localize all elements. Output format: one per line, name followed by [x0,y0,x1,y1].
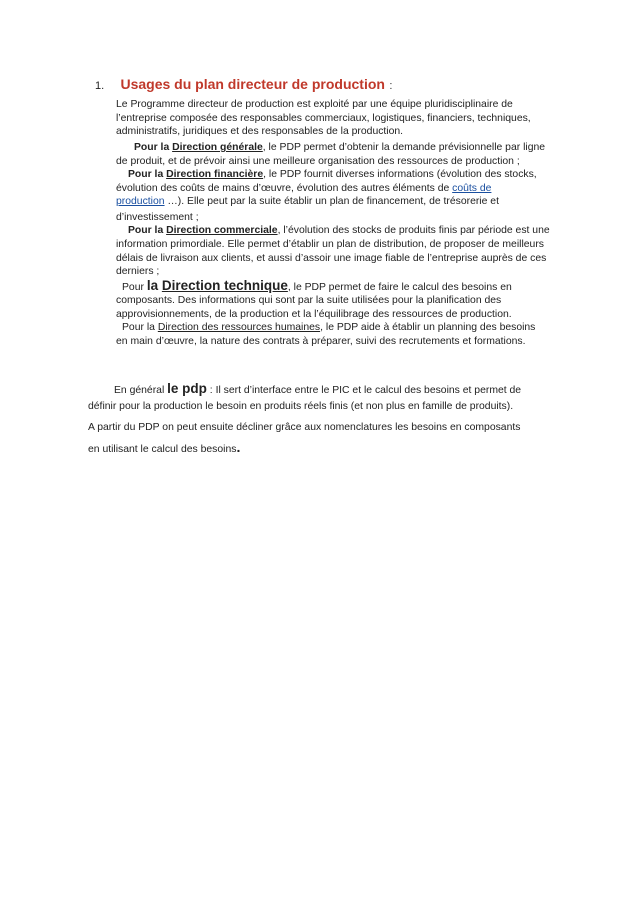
section-heading [95,76,392,94]
df-line-3 [116,195,499,208]
dg-label: Direction générale [172,142,263,153]
costs-link[interactable]: coûts de [452,183,492,194]
dt-label-article: la [146,278,162,293]
dt-text-1: , le PDP permet de faire le calcul des besoins en [287,282,512,293]
dt-line-3: approvisionnements, de la production et la l’équilibrage des ressources de production. [116,309,512,320]
final-text-2: en utilisant le calcul des besoins [88,444,237,455]
production-link[interactable]: production [116,196,165,207]
dg-prefix: Pour la [134,142,173,153]
section-number: 1. [95,80,105,92]
dg-text-1: , le PDP permet d’obtenir la demande prévisionnelle par ligne [262,142,546,153]
general-line-2: définir pour la production le besoin en produits réels finis (et non plus en famille de produits). [88,401,514,412]
intro-line-1: Le Programme directeur de production est exploité par une équipe pluridisciplinaire de [116,99,513,110]
dc-line-3: délais de livraison aux clients, et aussi d’assoir une image fiable de l’entreprise auprès de ces [116,253,547,264]
drh-line-2: en main d’œuvre, la nature des contrats à préparer, suivi des recrutements et formations. [116,336,526,347]
dt-prefix: Pour [122,282,147,293]
dc-text-1: , l’évolution des stocks de produits finis par période est une [277,225,550,236]
final-dot: . [236,439,241,455]
general-text-1: : Il sert d’interface entre le PIC et le calcul des besoins et permet de [206,385,522,396]
dc-label: Direction commerciale [166,225,278,236]
df-text-3: …). Elle peut par la suite établir un plan de financement, de trésorerie et [164,196,499,207]
general-line-1 [114,380,521,399]
df-prefix: Pour la [128,169,167,180]
section-colon: : [389,80,393,92]
dc-line-4: derniers ; [116,266,160,277]
df-line-1 [128,168,537,181]
general-prefix: En général [114,385,168,396]
dg-line-1 [134,141,545,154]
drh-label: Direction des ressources humaines [157,322,321,333]
dt-line-2: composants. Des informations qui sont par la suite utilisées pour la planification des [116,295,502,306]
df-label: Direction financière [166,169,264,180]
drh-text-1: , le PDP aide à établir un planning des besoins [320,322,536,333]
dg-line-2: de produit, et de prévoir ainsi une meilleure organisation des ressources de production ; [116,156,520,167]
drh-line-1 [122,321,535,334]
intro-line-2: l’entreprise composée des responsables commerciaux, logistiques, financiers, techniques, [116,113,531,124]
df-text-1: , le PDP fournit diverses informations (évolution des stocks, [263,169,537,180]
section-title: Usages du plan directeur de production [120,76,385,92]
df-line-4: d’investissement ; [116,212,199,223]
df-text-2: évolution des coûts de mains d’œuvre, évolution des autres éléments de [116,183,453,194]
df-line-2 [116,182,491,195]
intro-line-3: administratifs, juridiques et des responsables de la production. [116,126,404,137]
dc-prefix: Pour la [128,225,167,236]
dc-line-1 [128,224,550,237]
final-line-2 [88,441,240,456]
general-label: le pdp [167,381,207,396]
dt-label: Direction technique [161,278,288,293]
dc-line-2: information primordiale. Elle permet d’établir un plan de distribution, de proposer de meilleurs [116,239,544,250]
final-line-1: A partir du PDP on peut ensuite décliner grâce aux nomenclatures les besoins en composants [88,422,521,433]
drh-prefix: Pour la [122,322,158,333]
